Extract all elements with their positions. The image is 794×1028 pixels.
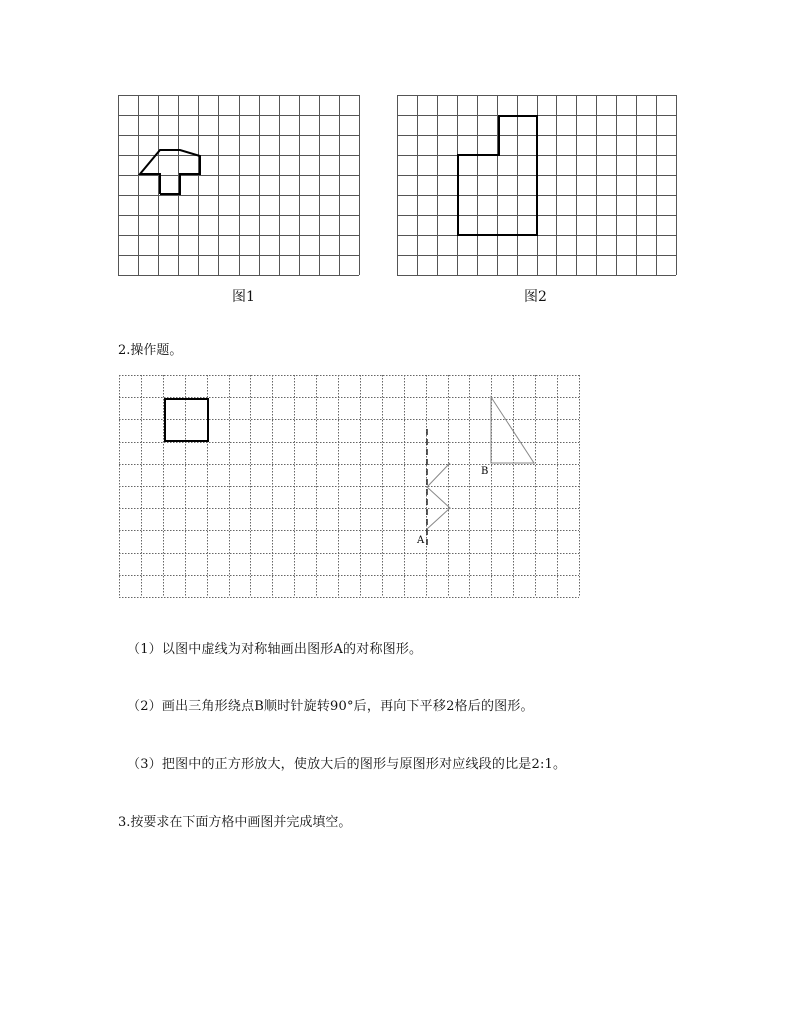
section-2-heading: 2.操作题。	[118, 343, 183, 358]
figure-1-caption: 图1	[232, 289, 255, 305]
question-3: （3）把图中的正方形放大，使放大后的图形与原图形对应线段的比是2:1。	[127, 757, 567, 772]
arrow-shape	[140, 150, 200, 194]
triangle-shape	[491, 397, 534, 463]
figure-1-grid	[118, 95, 362, 279]
figure-2-caption: 图2	[524, 289, 547, 305]
section-3-heading: 3.按要求在下面方格中画图并完成填空。	[118, 815, 352, 830]
operation-grid	[119, 375, 581, 599]
figure-2-grid	[397, 95, 679, 279]
question-2: （2）画出三角形绕点B顺时针旋转90°后，再向下平移2格后的图形。	[127, 699, 534, 714]
label-b: B	[481, 466, 489, 477]
figure-a-shape	[427, 463, 450, 529]
label-a: A	[417, 535, 425, 546]
question-1: （1）以图中虚线为对称轴画出图形A的对称图形。	[127, 642, 423, 657]
